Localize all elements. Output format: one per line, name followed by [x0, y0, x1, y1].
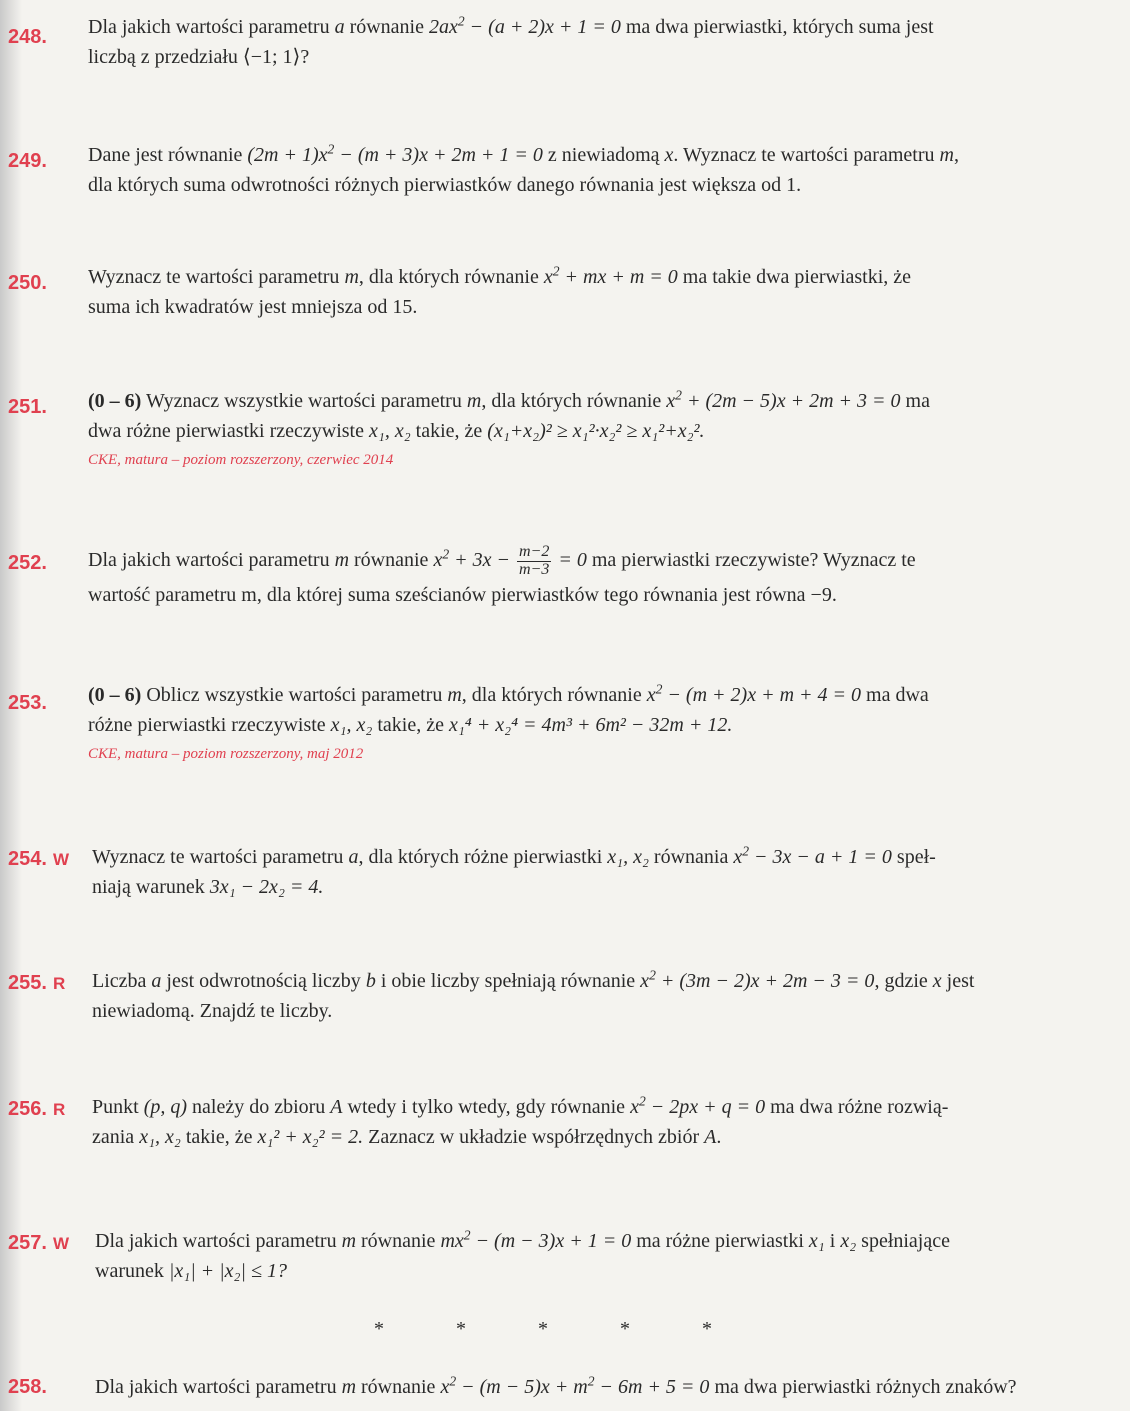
eq-part: − 6m + 5 = 0 — [594, 1376, 710, 1398]
text: Wyznacz te wartości parametru — [92, 846, 349, 868]
problem-number: 258. — [8, 1376, 47, 1398]
equation — [666, 387, 905, 412]
problem-line: niewiadomą. Znajdź te liczby. — [92, 1000, 333, 1022]
eq-part: x — [440, 1376, 450, 1398]
eq-part: + mx + m = 0 — [559, 266, 678, 288]
eq-part: (2m + 1)x — [247, 144, 328, 166]
roots: x₁, x₂ — [330, 714, 373, 736]
problem-line — [88, 262, 1073, 292]
eq-part: x — [646, 684, 656, 706]
exponent: 2 — [463, 1227, 471, 1243]
variable: m — [939, 144, 954, 166]
problem-line: suma ich kwadratów jest mniejsza od 15. — [88, 296, 418, 318]
text: dwa różne pierwiastki rzeczywiste — [88, 420, 369, 442]
problem-line — [88, 416, 1073, 446]
text: ma dwa pierwiastki różnych znaków? — [709, 1376, 1017, 1398]
numerator: m−2 — [519, 543, 550, 561]
exponent: 2 — [442, 546, 450, 562]
problem-line — [88, 12, 1073, 42]
text: jest odwrotnością liczby — [161, 970, 366, 992]
roots: x₁, x₂ — [139, 1126, 181, 1148]
level-tag: R — [52, 974, 66, 993]
problem-line — [95, 1256, 1073, 1286]
roots: x₁, x₂ — [607, 846, 649, 868]
text: wtedy i tylko wtedy, gdy równanie — [342, 1096, 631, 1118]
eq-part: 2ax — [428, 16, 458, 38]
text: równanie — [349, 549, 434, 571]
number-text: 255. — [8, 972, 47, 994]
eq-part: x — [666, 390, 676, 412]
condition: x₁⁴ + x₂⁴ = 4m³ + 6m² − 32m + 12. — [448, 714, 733, 736]
eq-part: − (m + 2)x + m + 4 = 0 — [662, 684, 862, 706]
text: Wyznacz te wartości parametru — [88, 266, 345, 288]
text: równania — [648, 846, 734, 868]
variable: A — [704, 1126, 717, 1148]
eq-part: − (m + 3)x + 2m + 1 = 0 — [334, 144, 543, 166]
number-text: 257. — [8, 1232, 47, 1254]
text: niają warunek — [92, 876, 210, 898]
equation — [440, 1227, 632, 1252]
text: Dla jakich wartości parametru — [95, 1376, 342, 1398]
variable: x — [664, 144, 674, 166]
problem-line — [88, 680, 1073, 710]
text: ma różne pierwiastki — [631, 1230, 809, 1252]
text: ma — [905, 390, 930, 412]
variable: x₂ — [840, 1230, 857, 1252]
problem-line — [95, 1372, 1073, 1402]
equation — [433, 543, 591, 578]
text: ma pierwiastki rzeczywiste? Wyznacz te — [591, 549, 916, 571]
equation — [247, 141, 543, 166]
level-tag: R — [52, 1100, 66, 1119]
condition: 3x₁ − 2x₂ = 4. — [209, 876, 324, 898]
text: Liczba — [92, 970, 152, 992]
text: i obie liczby spełniają równanie — [375, 970, 641, 992]
exponent: 2 — [327, 141, 335, 157]
problem-text — [88, 540, 1073, 610]
text: takie, że — [180, 1126, 258, 1148]
denominator: m−3 — [519, 560, 550, 578]
text: , gdzie — [874, 970, 933, 992]
text: należy do zbioru — [187, 1096, 331, 1118]
equation — [543, 263, 683, 288]
text: Dane jest równanie — [88, 144, 248, 166]
text: , dla których różne pierwiastki — [358, 846, 608, 868]
text: spełniające — [856, 1230, 950, 1252]
eq-part: − 3x − a + 1 = 0 — [749, 846, 892, 868]
exponent: 2 — [449, 1373, 457, 1389]
variable: m — [466, 390, 482, 412]
eq-part: x — [630, 1096, 639, 1118]
text: równanie — [344, 16, 429, 38]
problem-number — [8, 972, 65, 995]
text: i — [824, 1230, 841, 1252]
text: takie, że — [410, 420, 488, 442]
variable: a — [334, 16, 345, 38]
text: , dla których równanie — [481, 390, 667, 412]
problem-line: liczbą z przedziału ⟨−1; 1⟩? — [88, 46, 310, 68]
problem-line — [95, 1226, 1073, 1256]
text: Punkt — [92, 1096, 144, 1118]
problem-number: 253. — [8, 692, 47, 714]
points-badge: (0 – 6) — [88, 390, 142, 412]
number-text: 256. — [8, 1098, 47, 1120]
variable: A — [330, 1096, 343, 1118]
eq-part: + 3x − — [449, 549, 515, 571]
variable: m — [341, 1230, 357, 1252]
source-citation: CKE, matura – poziom rozszerzony, czerwiec 2014 — [88, 452, 394, 468]
point: (p, q) — [143, 1096, 188, 1118]
problem-number: 248. — [8, 26, 47, 48]
text: . — [716, 1126, 722, 1148]
text: ma dwa różne rozwią- — [765, 1096, 949, 1118]
text: speł- — [891, 846, 936, 868]
problem-number — [8, 848, 69, 871]
exponent: 2 — [655, 681, 663, 697]
source-citation: CKE, matura – poziom rozszerzony, maj 2012 — [88, 746, 364, 762]
equation — [428, 13, 626, 38]
condition: |x₁| + |x₂| ≤ 1? — [168, 1260, 287, 1282]
variable: m — [341, 1376, 357, 1398]
eq-part: − (a + 2)x + 1 = 0 — [464, 16, 621, 38]
text: warunek — [95, 1260, 169, 1282]
text: Dla jakich wartości parametru — [88, 549, 335, 571]
problem-text — [88, 140, 1073, 200]
problem-text — [95, 1226, 1073, 1286]
equation — [640, 967, 875, 992]
number-text: 254. — [8, 848, 47, 870]
problem-line: wartość parametru m, dla której suma sześcianów pierwiastków tego równania jest równa −9. — [88, 584, 837, 606]
problem-number: 252. — [8, 552, 47, 574]
points-badge: (0 – 6) — [88, 684, 142, 706]
variable: m — [447, 684, 462, 706]
eq-part: + (2m − 5)x + 2m + 3 = 0 — [681, 390, 901, 412]
problem-text — [92, 1092, 1073, 1152]
eq-part: − 2px + q = 0 — [645, 1096, 766, 1118]
text: Dla jakich wartości parametru — [95, 1230, 342, 1252]
text: Wyznacz wszystkie wartości parametru — [141, 390, 467, 412]
text: zania — [92, 1126, 140, 1148]
problem-number: 249. — [8, 150, 47, 172]
problem-line — [88, 386, 1073, 416]
exponent: 2 — [552, 263, 560, 279]
eq-part: + (3m − 2)x + 2m − 3 = 0 — [655, 970, 875, 992]
variable: m — [344, 266, 359, 288]
problem-line — [92, 1122, 1073, 1152]
exponent: 2 — [587, 1373, 595, 1389]
problem-text — [88, 680, 1073, 766]
fraction — [517, 544, 551, 579]
text: , dla których równanie — [461, 684, 647, 706]
text: ma dwa pierwiastki, których suma jest — [625, 16, 934, 38]
equation — [630, 1093, 766, 1118]
text: Dla jakich wartości parametru — [88, 16, 335, 38]
equation — [646, 681, 866, 706]
equation — [733, 843, 892, 868]
problem-text — [88, 12, 1073, 72]
text: ma takie dwa pierwiastki, że — [682, 266, 912, 288]
text: . Wyznacz te wartości parametru — [673, 144, 940, 166]
roots: x₁, x₂ — [369, 420, 411, 442]
condition: (x₁+x₂)² ≥ x₁²·x₂² ≥ x₁²+x₂². — [487, 420, 705, 442]
eq-part: x — [543, 266, 553, 288]
separator-star: * — [620, 1318, 630, 1340]
exponent: 2 — [638, 1093, 646, 1109]
problem-line — [92, 872, 1073, 902]
text: różne pierwiastki rzeczywiste — [88, 714, 331, 736]
level-tag: W — [52, 850, 69, 869]
problem-number — [8, 1232, 69, 1255]
problem-number: 250. — [8, 272, 47, 294]
variable: a — [348, 846, 359, 868]
eq-part: x — [733, 846, 743, 868]
eq-part: mx — [440, 1230, 464, 1252]
problem-line — [92, 842, 1073, 872]
level-tag: W — [52, 1234, 69, 1253]
problem-text — [92, 842, 1073, 902]
equation — [440, 1373, 710, 1398]
separator-star: * — [374, 1318, 384, 1340]
problem-line: Dane jest równanie $(2m + 1)x^2 - (m + 3)x + 2m + 1 = 0$ z niewiadomą x. Wyznacz te wartości parametru m, — [88, 141, 959, 166]
section-separator — [0, 1318, 1130, 1342]
problem-number — [8, 1098, 65, 1121]
variable: x — [932, 970, 942, 992]
text: takie, że — [372, 714, 449, 736]
eq-part: x — [640, 970, 650, 992]
problem-number: 251. — [8, 396, 47, 418]
exponent: 2 — [457, 13, 465, 29]
eq-part: x — [433, 549, 443, 571]
condition: x₁² + x₂² = 2. — [257, 1126, 364, 1148]
text: ma dwa — [866, 684, 929, 706]
text: jest — [941, 970, 975, 992]
variable: a — [151, 970, 162, 992]
problem-line — [92, 966, 1073, 996]
problem-line — [88, 710, 1073, 740]
text: równanie — [356, 1230, 441, 1252]
separator-star: * — [702, 1318, 712, 1340]
exponent: 2 — [649, 967, 656, 983]
problem-line — [92, 1092, 1073, 1122]
problem-text — [95, 1372, 1073, 1402]
problem-text — [88, 386, 1073, 472]
separator-star: * — [456, 1318, 466, 1340]
variable: x₁ — [808, 1230, 825, 1252]
exponent: 2 — [742, 843, 750, 859]
variable: m — [334, 549, 350, 571]
separator-star: * — [538, 1318, 548, 1340]
text: , dla których równanie — [358, 266, 544, 288]
text: z niewiadomą — [542, 144, 665, 166]
text: Zaznacz w układzie współrzędnych zbiór — [363, 1126, 705, 1148]
text: Oblicz wszystkie wartości parametru — [141, 684, 448, 706]
problem-text — [88, 262, 1073, 322]
eq-part: − (m − 3)x + 1 = 0 — [470, 1230, 632, 1252]
eq-part: − (m − 5)x + m — [456, 1376, 588, 1398]
variable: b — [365, 970, 376, 992]
problem-line — [88, 540, 1073, 580]
exponent: 2 — [675, 387, 682, 403]
text: równanie — [356, 1376, 441, 1398]
problem-line: dla których suma odwrotności różnych pierwiastków danego równania jest większa od 1. — [88, 174, 802, 196]
eq-part: = 0 — [553, 549, 587, 571]
problem-text — [92, 966, 1073, 1026]
